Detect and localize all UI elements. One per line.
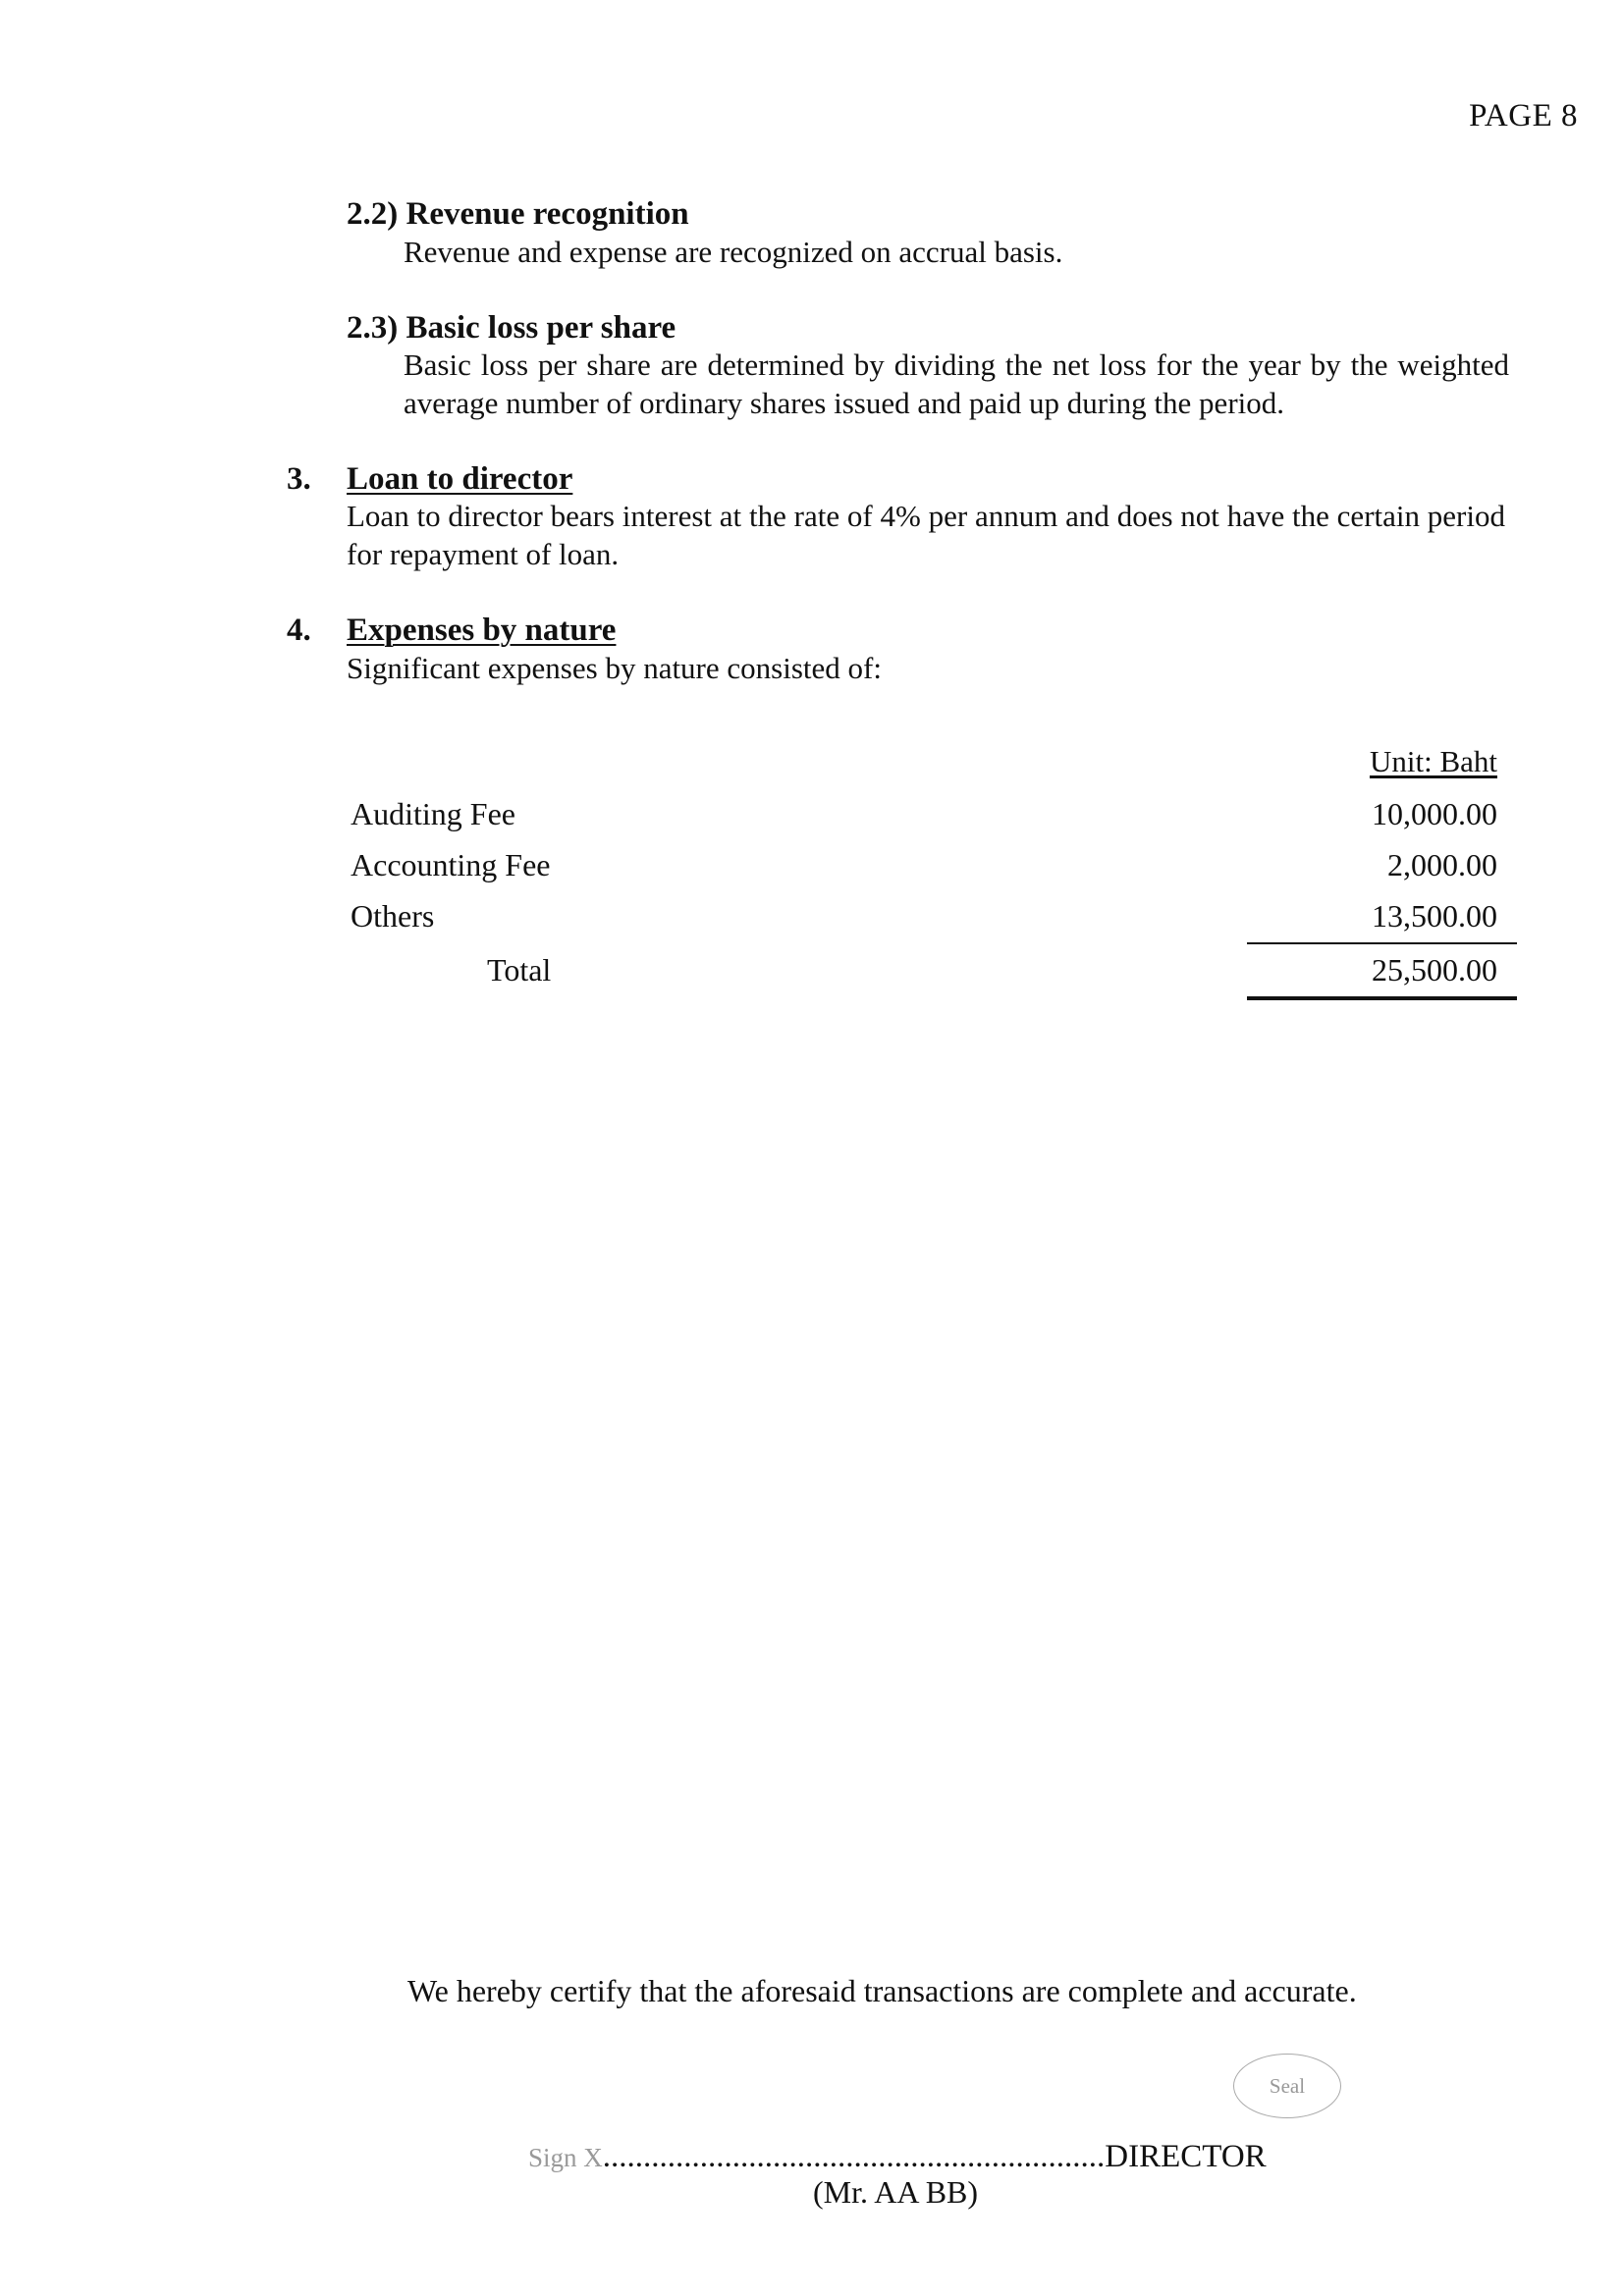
sign-title: DIRECTOR	[1105, 2139, 1267, 2174]
certification-statement: We hereby certify that the aforesaid transactions are complete and accurate.	[407, 1973, 1357, 2008]
table-total-value: 25,500.00	[1372, 952, 1497, 988]
section-4-heading	[347, 611, 616, 650]
signer-name: (Mr. AA BB)	[813, 2174, 979, 2210]
section-2-2-heading: 2.2) Revenue recognition	[347, 196, 689, 232]
table-row-label-auditing: Auditing Fee	[351, 796, 515, 831]
seal-label: Seal	[1269, 2073, 1306, 2098]
section-2-2-text: Revenue and expense are recognized on accrual basis.	[404, 235, 1063, 269]
table-row-value-others: 13,500.00	[1372, 898, 1497, 934]
total-double-rule	[1247, 996, 1517, 1000]
section-2-3-heading: 2.3) Basic loss per share	[347, 310, 676, 346]
table-total-label: Total	[487, 952, 552, 988]
seal-stamp	[1233, 2054, 1341, 2118]
page-number: PAGE 8	[1469, 98, 1578, 133]
table-row-label-others: Others	[351, 898, 435, 934]
subtotal-rule	[1247, 942, 1517, 944]
section-3-number: 3.	[287, 461, 311, 497]
section-2-3-text: Basic loss per share are determined by dividing the net loss for the year by the weighted average number of ordinary shares issued and paid up during the period.	[404, 347, 1509, 420]
section-4-number: 4.	[287, 613, 311, 648]
sign-prefix: Sign X	[528, 2143, 603, 2172]
unit-label: Unit: Baht	[1369, 744, 1497, 778]
section-3-heading	[347, 459, 572, 499]
section-4-text: Significant expenses by nature consisted of:	[347, 651, 882, 685]
section-3-text: Loan to director bears interest at the rate of 4% per annum and does not have the certain period for repayment of loan.	[347, 499, 1505, 571]
table-row-value-accounting: 2,000.00	[1387, 847, 1497, 882]
section-3-heading-text: Loan to director	[347, 461, 573, 497]
section-4-heading-text: Expenses by nature	[347, 613, 617, 648]
table-row-value-auditing: 10,000.00	[1372, 796, 1497, 831]
sign-dots: ..............................................................	[602, 2139, 1106, 2174]
table-row-label-accounting: Accounting Fee	[351, 847, 551, 882]
